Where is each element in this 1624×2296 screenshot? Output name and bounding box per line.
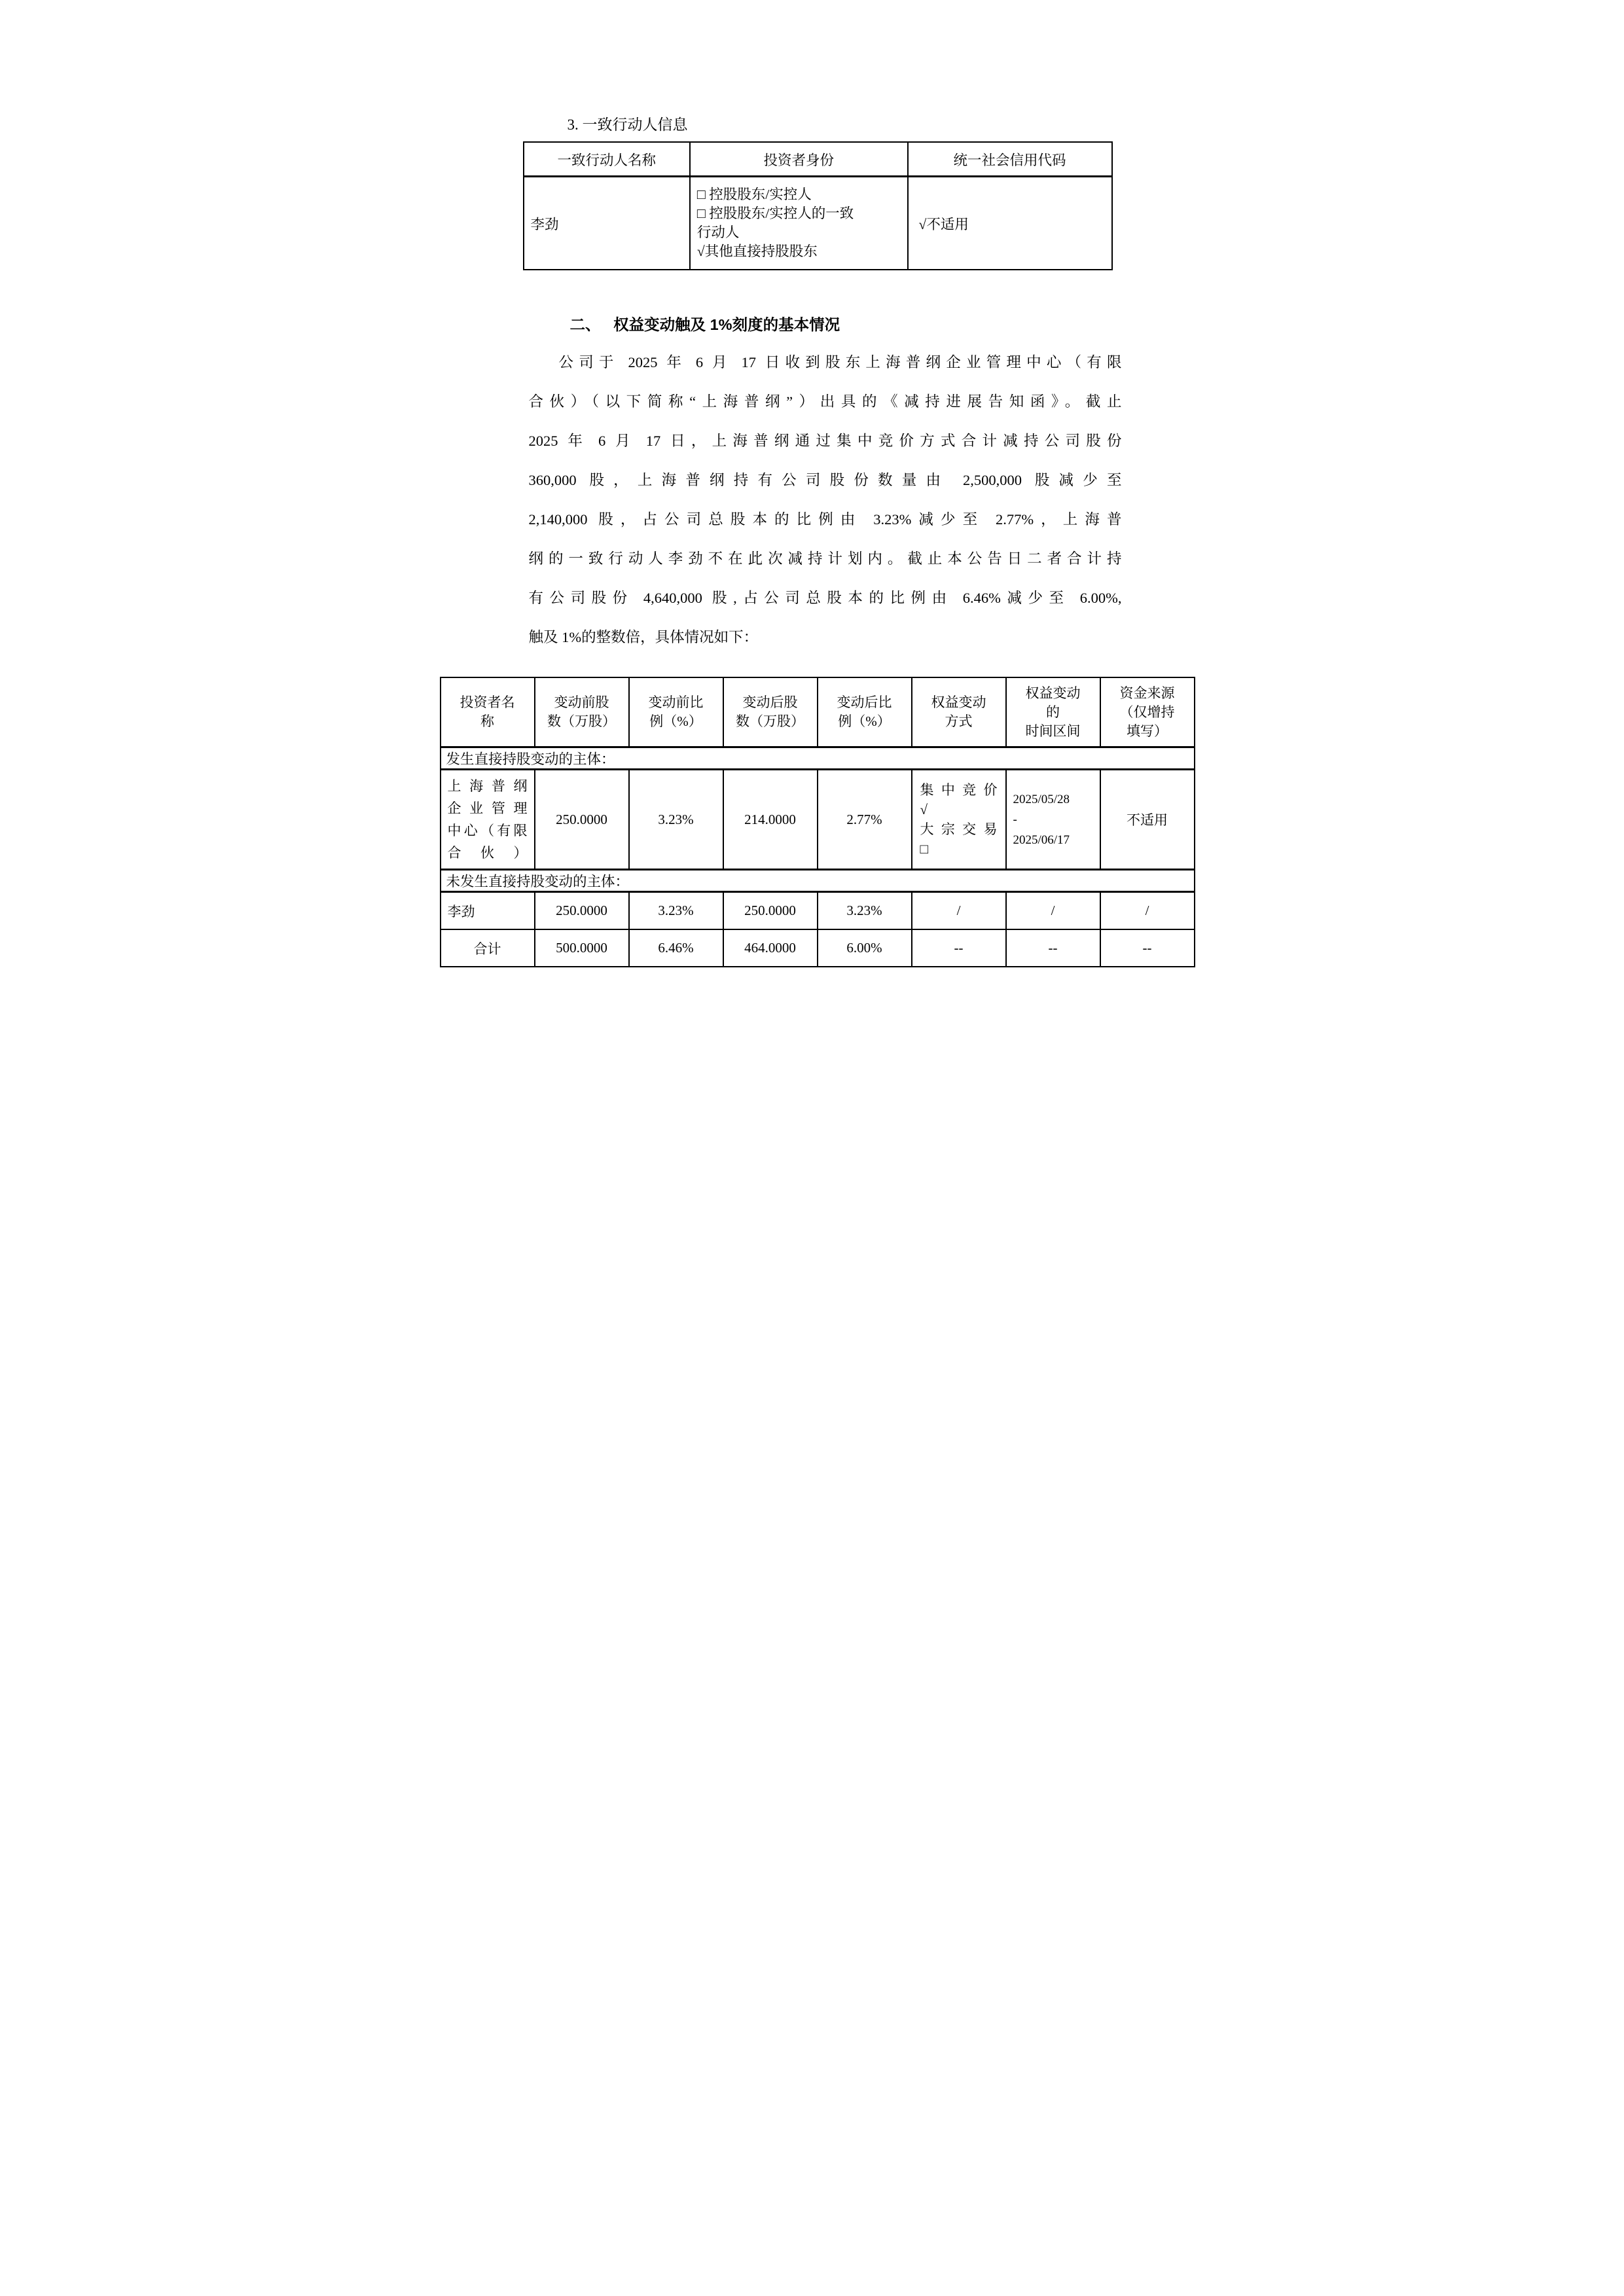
change-method-total: -- (912, 929, 1006, 967)
band-no-direct-change-label: 未发生直接持股变动的主体： (441, 870, 1195, 892)
concerted-person-table (523, 141, 1113, 270)
shares-before-value: 250.0000 (535, 770, 629, 870)
header-investor-name: 投资者名 称 (441, 677, 535, 747)
period-dash: - (1013, 812, 1017, 827)
paragraph-line: 有公司股份 4,640,000 股,占公司总股本的比例由 6.46%减少至 6.00%, (528, 590, 1122, 606)
header-change-method: 权益变动 方式 (912, 677, 1006, 747)
header-investor-identity: 投资者身份 (690, 142, 908, 177)
shares-after-total: 464.0000 (723, 929, 818, 967)
paragraph-line: 纲的一致行动人李劲不在此次减持计划内。截止本公告日二者合计持 (528, 550, 1122, 567)
fund-source-total: -- (1100, 929, 1195, 967)
band-direct-change (441, 747, 1195, 770)
shares-after-value: 250.0000 (723, 892, 818, 930)
investor-identity-cell (690, 177, 908, 270)
row-shanghai-pugang (441, 770, 1195, 870)
method-block-trade-label: 大宗交易 (920, 821, 998, 837)
identity-option-concerted-line1: □ 控股股东/实控人的一致 (696, 206, 854, 221)
section2-heading: 二、 权益变动触及 1%刻度的基本情况 (569, 316, 840, 333)
equity-change-table (440, 677, 1195, 967)
investor-name-lijin: 李劲 (441, 892, 535, 930)
row-total (441, 929, 1195, 967)
fund-source-value: 不适用 (1100, 770, 1195, 870)
pct-after-value: 3.23% (818, 892, 912, 930)
identity-option-controlling: □ 控股股东/实控人 (696, 187, 812, 202)
paragraph-line: 2025 年 6 月 17 日，上海普纲通过集中竞价方式合计减持公司股份 (528, 433, 1122, 449)
header-credit-code: 统一社会信用代码 (908, 142, 1112, 177)
period-start-date: 2025/05/28 (1013, 792, 1070, 806)
investor-name-shanghai-pugang: 上海普纲 企业管理 中心（有限 合伙） (441, 770, 535, 870)
pct-before-value: 3.23% (629, 770, 723, 870)
shares-after-value: 214.0000 (723, 770, 818, 870)
credit-code-value: √不适用 (908, 177, 1112, 270)
header-shares-after: 变动后股 数（万股） (723, 677, 818, 747)
pct-after-value: 2.77% (818, 770, 912, 870)
paragraph-line: 360,000 股，上海普纲持有公司股份数量由 2,500,000 股减少至 (528, 472, 1122, 488)
concerted-table-header-row (524, 142, 1112, 177)
paragraph-line: 触及 1%的整数倍，具体情况如下： (528, 629, 759, 645)
band-direct-change-label: 发生直接持股变动的主体： (441, 747, 1195, 770)
total-label: 合计 (441, 929, 535, 967)
band-no-direct-change (441, 870, 1195, 892)
header-shares-before: 变动前股 数（万股） (535, 677, 629, 747)
method-auction-label: 集中竞价 (920, 782, 998, 798)
paragraph-line: 公司于 2025 年 6 月 17 日收到股东上海普纲企业管理中心（有限 (558, 354, 1122, 370)
header-pct-before: 变动前比 例（%） (629, 677, 723, 747)
change-period-total: -- (1006, 929, 1100, 967)
method-block-trade-checkbox: □ (920, 841, 929, 857)
period-end-date: 2025/06/17 (1013, 833, 1070, 847)
header-fund-source: 资金来源 （仅增持 填写） (1100, 677, 1195, 747)
header-change-period: 权益变动 的 时间区间 (1006, 677, 1100, 747)
paragraph-line: 合伙）（以下简称“上海普纲”）出具的《减持进展告知函》。截止 (528, 393, 1122, 410)
fund-source-value: / (1100, 892, 1195, 930)
paragraph-line: 2,140,000 股，占公司总股本的比例由 3.23%减少至 2.77%，上海普 (528, 511, 1122, 528)
change-period-cell (1006, 770, 1100, 870)
identity-option-concerted-line2: 行动人 (696, 224, 740, 240)
change-method-cell (912, 770, 1006, 870)
change-period-value: / (1006, 892, 1100, 930)
pct-before-total: 6.46% (629, 929, 723, 967)
pct-before-value: 3.23% (629, 892, 723, 930)
shares-before-total: 500.0000 (535, 929, 629, 967)
change-method-value: / (912, 892, 1006, 930)
shares-before-value: 250.0000 (535, 892, 629, 930)
row-lijin (441, 892, 1195, 930)
pct-after-total: 6.00% (818, 929, 912, 967)
concerted-person-name: 李劲 (524, 177, 690, 270)
body-paragraph (529, 343, 1122, 657)
header-concerted-person-name: 一致行动人名称 (524, 142, 690, 177)
method-auction-checkmark: √ (920, 802, 928, 817)
equity-table-header-row (441, 677, 1195, 747)
section3-heading: 3. 一致行动人信息 (567, 117, 688, 133)
document-page (406, 0, 1218, 1148)
concerted-table-data-row (524, 177, 1112, 270)
identity-option-other-holder-checked: √其他直接持股股东 (696, 243, 818, 259)
header-pct-after: 变动后比 例（%） (818, 677, 912, 747)
